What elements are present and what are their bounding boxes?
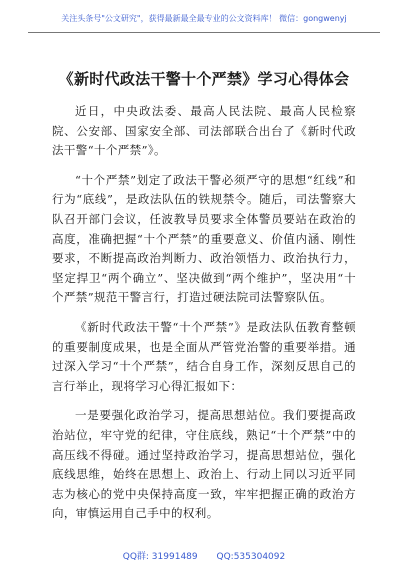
paragraph-1: 近日，中央政法委、最高人民法院、最高人民检察院、公安部、国家安全部、司法部联合出台了《新时代政法干警“十个严禁”》。 [52,104,356,158]
paragraph-2: “十个严禁”划定了政法干警必须严守的思想“红线”和行为“底线”，是政法队伍的铁规禁令。随后，司法警察大队召开部门会议，任波教导员要求全体警员要站在政治的高度，准确把握“十个严禁”的重要意义、价值内涵、刚性要求，不断提高政治判断力、政治领悟力、政治执行力，坚定捍卫“两个确立”、坚决做到“两个维护”，坚决用“十个严禁”规范干警言行，打造过硬法院司法警察队伍。 [52,172,356,305]
document-title: 《新时代政法干警十个严禁》学习心得体会 [58,70,350,88]
page-footer [0,549,408,562]
page-header: 关注头条号"公文研究"，获得最新最全最专业的公文资料库！ 微信：gongwenyj [28,10,380,33]
document-body [52,102,356,534]
footer-qq-group: QQ群: 31991489 [122,552,198,562]
footer-qq: QQ:535304092 [216,552,286,562]
paragraph-3: 《新时代政法干警“十个严禁”》是政法队伍教育整顿的重要制度成果，也是全面从严管党治警的重要举措。通过深入学习“十个严禁”，结合自身工作，深刻反思自己的言行举止，现将学习心得汇报如下： [52,319,356,393]
paragraph-4: 一是要强化政治学习，提高思想站位。我们要提高政治站位，牢守党的纪律，守住底线，熟记“十个严禁”中的高压线不得碰。通过坚持政治学习，提高思想站位，强化底线思维，始终在思想上、政治上、行动上同以习近平同志为核心的党中央保持高度一致，牢牢把握正确的政治方向，审慎运用自己手中的权利。 [52,408,356,521]
